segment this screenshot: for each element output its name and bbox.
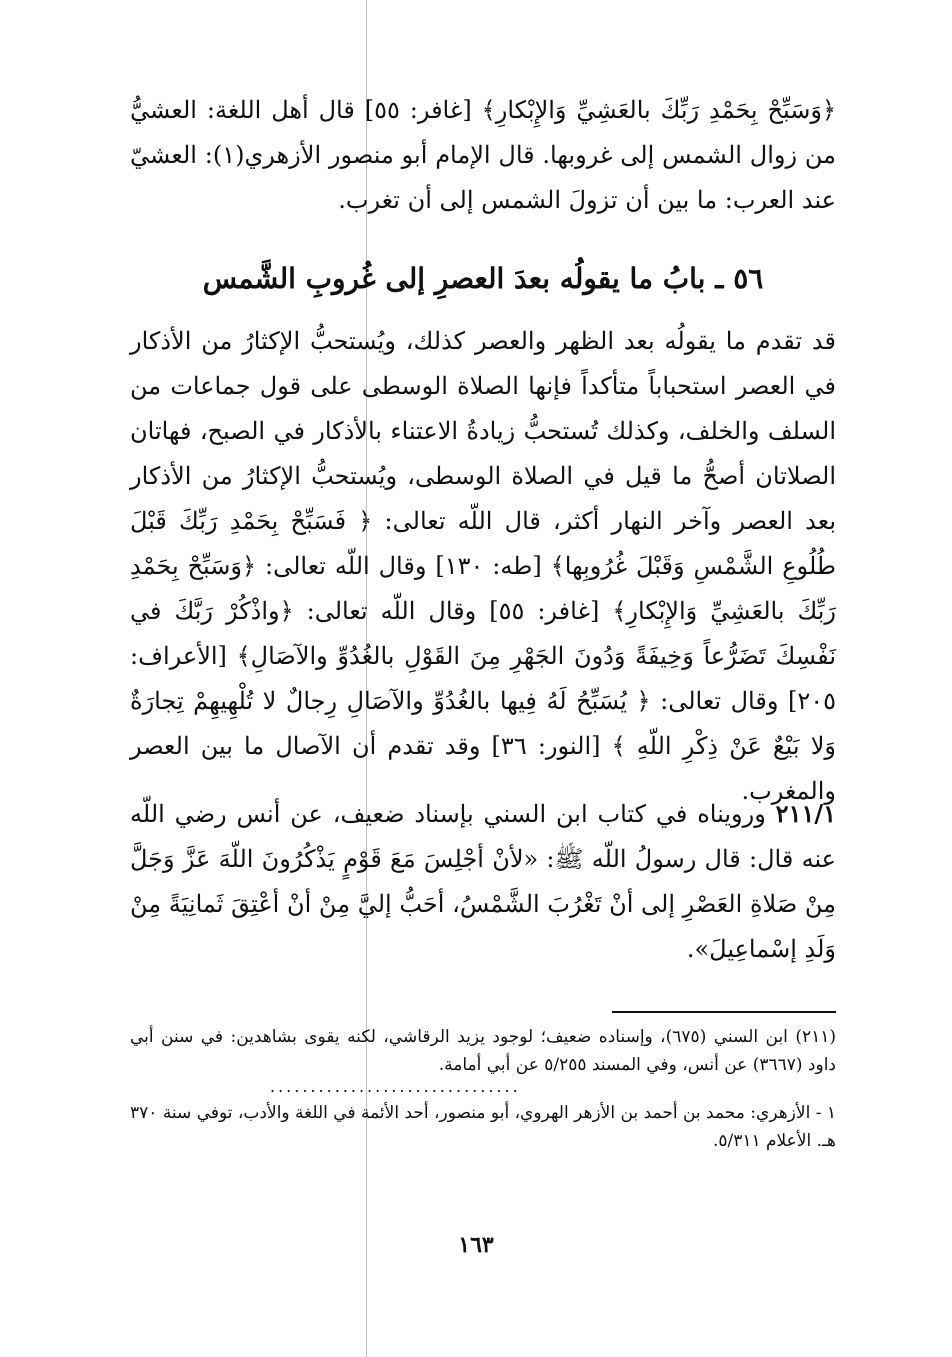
footnote-2: ١ - الأزهري: محمد بن أحمد بن الأزهر الهروي، أبو منصور، أحد الأئمة في اللغة والأدب، توفي سنة ٣٧٠ هـ. الأعلام ٥/٣١١.: [130, 1103, 836, 1151]
hadith-number: ٢١١/١: [775, 799, 836, 828]
footnote-separator-dots: ...............................: [270, 1077, 521, 1096]
footnote-1: (٢١١) ابن السني (٦٧٥)، وإسناده ضعيف؛ لوجود يزيد الرقاشي، لكنه يقوى بشاهدين: في سنن أبي داود (٣٦٦٧) عن أنس، وفي المسند ٥/٢٥٥ عن أبي أمامة.: [130, 1027, 836, 1075]
intro-paragraph: ﴿وَسَبِّحْ بِحَمْدِ رَبِّكَ بالعَشِيِّ وَالإِبْكارِ﴾ [غافر: ٥٥] قال أهل اللغة: العشيُّ من زوال الشمس إلى غروبها. قال الإمام أبو منصور الأزهري(١): العشيّ عند العرب: ما بين أن تزولَ الشمس إلى أن تغرب.: [130, 96, 837, 214]
footnote-rule: [612, 1011, 836, 1013]
hadith-paragraph: [130, 791, 836, 971]
body-paragraph: قد تقدم ما يقولُه بعد الظهر والعصر كذلك، ويُستحبُّ الإكثارُ من الأذكار في العصر استحباباً متأكداً فإنها الصلاة الوسطى على قول جماعات من السلف والخلف، وكذلك تُستحبُّ زيادةُ الاعتناء بالأذكار في الصبح، فهاتان الصلاتان أصحُّ ما قيل في الصلاة الوسطى، ويُستحبُّ الإكثارُ من الأذكار بعد العصر وآخر النهار أكثر، قال اللّه تعالى: ﴿ فَسَبِّحْ بِحَمْدِ رَبِّكَ قَبْلَ طُلُوعِ الشَّمْسِ وَقَبْلَ غُرُوبِها﴾ [طه: ١٣٠] وقال اللّه تعالى: ﴿وَسَبِّحْ بِحَمْدِ رَبِّكَ بالعَشِيِّ وَالإِبْكارِ﴾ [غافر: ٥٥] وقال اللّه تعالى: ﴿واذْكُرْ رَبَّكَ في نَفْسِكَ تَضَرُّعاً وَخِيفَةً وَدُونَ الجَهْرِ مِنَ القَوْلِ بالغُدُوِّ والآصَالِ﴾ [الأعراف: ٢٠٥] وقال تعالى: ﴿ يُسَبِّحُ لَهُ فِيها بالغُدُوِّ والآصَالِ رِجالٌ لا تُلْهِيهِمْ تِجارَةٌ وَلا بَيْعٌ عَنْ ذِكْرِ اللّهِ ﴾ [النور: ٣٦] وقد تقدم أن الآصال ما بين العصر والمغرب.: [130, 327, 837, 805]
hadith-text: ورويناه في كتاب ابن السني بإسناد ضعيف، عن أنس رضي اللّه عنه قال: قال رسولُ اللّه ﷺ: «لأنْ أجْلِسَ مَعَ قَوْمٍ يَذْكُرُونَ اللّهَ عَزَّ وَجَلَّ مِنْ صَلاةِ العَصْرِ إلى أنْ تَغْرُبَ الشَّمْسُ، أحَبُّ إليَّ مِنْ أنْ أعْتِقَ ثَمانِيَةً مِنْ وَلَدِ إسْماعِيلَ».: [130, 800, 836, 963]
page-content: [130, 88, 836, 1155]
chapter-heading: ٥٦ ـ بابُ ما يقولُه بعدَ العصرِ إلى غُروبِ الشَّمس: [202, 262, 764, 295]
page-number: ١٦٣: [458, 1232, 494, 1258]
